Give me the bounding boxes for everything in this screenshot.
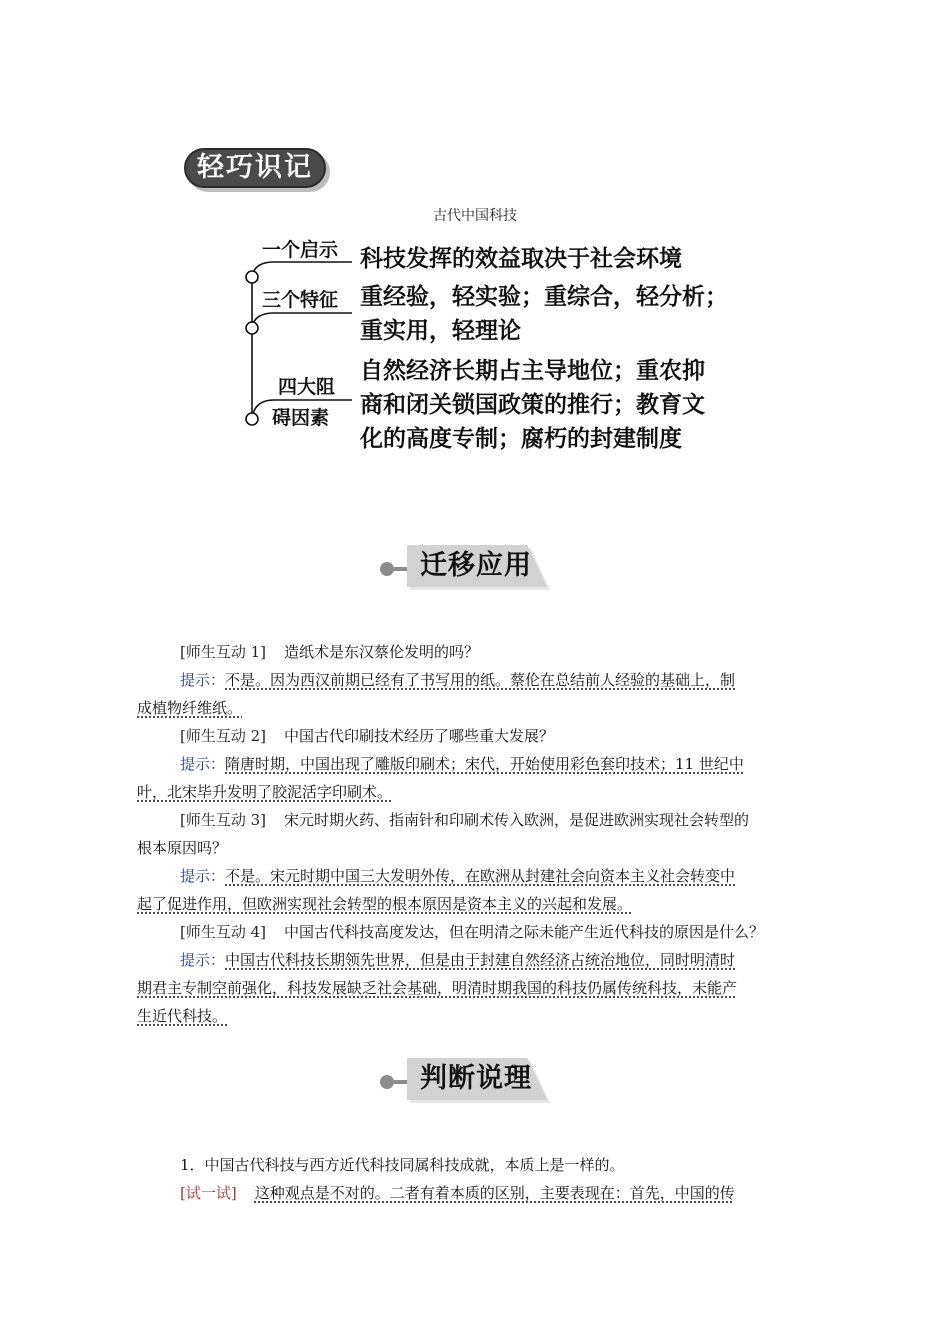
features-text-line2: 重实用，轻理论 [360, 318, 521, 344]
qa-3-question: [师生互动 3] 宋元时期火药、指南针和印刷术传入欧洲，是促进欧洲实现社会转型的 [180, 811, 750, 829]
judge-item-1: 1．中国古代科技与西方近代科技同属科技成就，本质上是一样的。 [180, 1156, 625, 1174]
qa-2-answer: 提示：隋唐时期，中国出现了雕版印刷术；宋代，开始使用彩色套印技术；11 世纪中 [180, 755, 744, 773]
obstacles-text-line2: 商和闭关锁国政策的推行；教育文 [360, 392, 705, 418]
banner-dot-icon [380, 1075, 394, 1089]
section-badge [184, 148, 334, 194]
qa-3-question-cont: 根本原因吗？ [137, 839, 228, 857]
insight-text: 科技发挥的效益取决于社会环境 [360, 246, 682, 272]
qa-3-answer: 提示：不是。宋元时期中国三大发明外传，在欧洲从封建社会向资本主义社会转变中 [180, 867, 736, 885]
qa-3-answer-cont: 起了促进作用，但欧洲实现社会转型的根本原因是资本主义的兴起和发展。 [137, 895, 633, 913]
obstacles-text-line3: 化的高度专制；腐朽的封建制度 [360, 426, 682, 452]
obstacles-text-line1: 自然经济长期占主导地位；重农抑 [360, 358, 705, 384]
diagram-title: 古代中国科技 [433, 208, 517, 224]
qa-2-question: [师生互动 2] 中国古代印刷技术经历了哪些重大发展？ [180, 727, 555, 745]
apply-section-banner [380, 545, 570, 593]
label-three-features: 三个特征 [262, 289, 339, 311]
qa-4-answer: 提示：中国古代科技长期领先世界，但是由于封建自然经济占统治地位，同时明清时 [180, 951, 736, 969]
qa-1-answer-cont: 成植物纤维纸。 [137, 699, 243, 717]
qa-1-answer: 提示：不是。因为西汉前期已经有了书写用的纸。蔡伦在总结前人经验的基础上，制 [180, 671, 736, 689]
label-four-obstacles-line1: 四大阻 [278, 376, 336, 398]
apply-section-title: 迁移应用 [420, 550, 532, 581]
features-text-line1: 重经验，轻实验；重综合，轻分析； [360, 284, 728, 310]
qa-4-question: [师生互动 4] 中国古代科技高度发达，但在明清之际未能产生近代科技的原因是什么？ [180, 923, 765, 941]
banner-dot-icon [380, 562, 394, 576]
concept-diagram [240, 232, 800, 457]
qa-2-answer-cont: 叶，北宋毕升发明了胶泥活字印刷术。 [137, 783, 393, 801]
qa-4-answer-cont: 期君主专制空前强化，科技发展缺乏社会基础，明清时期我国的科技仍属传统科技，未能产 [137, 979, 738, 997]
label-one-insight: 一个启示 [262, 239, 339, 261]
badge-label: 轻巧识记 [184, 148, 326, 188]
judge-section-title: 判断说理 [420, 1063, 532, 1094]
qa-1-question: [师生互动 1] 造纸术是东汉蔡伦发明的吗？ [180, 643, 480, 661]
judge-section-banner [380, 1058, 570, 1106]
qa-4-answer-end: 生近代科技。 [137, 1007, 228, 1025]
label-four-obstacles-line2: 碍因素 [272, 407, 330, 429]
judge-try: [试一试] 这种观点是不对的。二者有着本质的区别，主要表现在：首先，中国的传 [180, 1184, 735, 1202]
